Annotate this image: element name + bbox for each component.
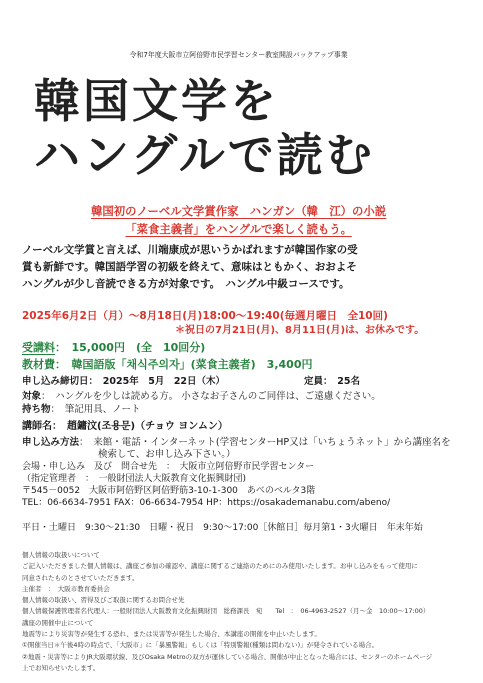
- title-line-1: 韓国文学を: [34, 74, 279, 128]
- textbook-label: 教材費: [22, 358, 55, 371]
- privacy-line-1: 個人情報の取扱いについて: [22, 551, 100, 559]
- target-label: 対象: [22, 391, 42, 402]
- privacy-line-11: 上でお知らせいたします。: [22, 663, 100, 672]
- privacy-line-7: 講座の開催中止について: [22, 618, 94, 627]
- hours-line: 平日・土曜日 9:30～21:30 日曜・祝日 9:30～17:00［休館日］毎月第1・3火曜日 年末年始: [22, 523, 423, 533]
- schedule-note: ＊祝日の7月21日(月)、8月11日(月)は、お休みです。: [175, 325, 425, 336]
- privacy-line-6: 個人情報保護管理者名代理人：一般財団法人大阪教育文化振興財団 総務課長 宛 Tel ： 06-4963-2527（月～金 10:00～17:00）: [22, 607, 430, 616]
- title-line-2: ハングルで読む: [34, 128, 375, 182]
- sponsor-line: 令和7年度大阪市立阿倍野市民学習センター教室開設バックアップ事業: [129, 51, 348, 59]
- schedule-main: 2025年6月2日（月）～8月18日(月)18:00～19:40(毎週月曜日 全10回): [22, 310, 388, 322]
- capacity: [304, 373, 360, 387]
- privacy-line-5: 個人情報の取扱い、習得及びご取扱に関するお問合せ先: [22, 596, 185, 605]
- privacy-line-9: ①開催当日＊午後4時の時点で、「大阪市」に「暴風警報」もしくは「特別警報(種類は問わない)」が発令されている場合。: [22, 641, 379, 650]
- teacher-value: ： 趙鏞汶(조용문)（チョウ ヨンムン）: [52, 421, 228, 432]
- target-line: [22, 388, 381, 402]
- textbook-line: [22, 356, 312, 372]
- items-line: [22, 401, 140, 415]
- intro-line-2: 賞も新鮮です。韓国語学習の初級を終えて、意味はともかく、おおよそ: [22, 261, 357, 273]
- venue-block: [22, 461, 390, 509]
- intro-line-3: ハングルが少し音読できる方が対象です。 ハングル中級コースです。: [22, 278, 350, 290]
- deadline-line: [22, 373, 452, 387]
- teacher-line: [22, 417, 228, 432]
- apply-line-1: [22, 434, 451, 448]
- privacy-line-2: ご記入いただきました個人情報は、講座ご参加の確認や、講座に関するご連絡のためにのみ使用いたします。お申し込みをもって使用に: [22, 562, 418, 571]
- privacy-block: [22, 550, 432, 674]
- apply-line-2: 検索して、お申し込み下さい。）: [98, 449, 236, 460]
- privacy-line-4: 主催者 ： 大阪市教育委員会: [22, 584, 110, 593]
- fee-value: ： 15,000円 (全 10回分): [55, 341, 206, 354]
- teacher-label: 講師名: [22, 421, 52, 432]
- privacy-line-3: 同意されたものとさせていただきます。: [22, 573, 139, 582]
- privacy-line-10: ②地震・災害等によりJR大阪環状線、及びOsaka Metroの双方が運休している場合、開催が中止となった場合には、センターのホームページ: [22, 652, 433, 661]
- venue-line-1: 会場・申し込み 及び 問合せ先 ： 大阪市立阿倍野市民学習センター: [22, 462, 315, 472]
- fee-label: 受講料: [22, 341, 55, 354]
- intro-line-1: ノーベル文学賞と言えば、川端康成が思いうかばれますが韓国作家の受: [22, 244, 358, 256]
- fee-line: [22, 339, 205, 355]
- lead-line-2: [0, 221, 477, 237]
- lead-line-1-text: 韓国初のノーベル文学賞作家 ハンガン（韓 江）の小説: [91, 204, 387, 218]
- textbook-value: ： 韓国語版「채식주의자」(菜食主義者) 3,400円: [55, 358, 313, 371]
- venue-address: 〒545－0052 大阪市阿倍野区阿倍野筋3-10-1-300 あべのベルタ3階: [22, 486, 316, 496]
- items-value: ： 筆記用具、ノート: [50, 404, 141, 415]
- apply-label: 申し込み方法: [22, 437, 80, 448]
- capacity-label: 定員: [304, 376, 324, 387]
- venue-contact[interactable]: TEL：06-6634-7951 FAX：06-6634-7954 HP：https://osakademanabu.com/abeno/: [22, 498, 391, 508]
- target-value: ： ハングルを少しは読める方。 小さなお子さんのご同伴は、ご遠慮ください。: [41, 391, 381, 402]
- items-label: 持ち物: [22, 404, 51, 415]
- deadline-label: 申し込み締切日: [22, 376, 89, 387]
- privacy-line-8: 地震等により災害等が発生する恐れ、または災害等が発生した場合、本講座の開催を中止いたします。: [22, 630, 321, 639]
- capacity-value: ： 25名: [323, 376, 360, 387]
- venue-line-2: （指定管理者 ： 一般財団法人大阪教育文化振興財団): [22, 474, 247, 484]
- lead-line-1: [0, 203, 477, 219]
- apply-value-1: ： 来館・電話・インターネット(学習センターHP又は「いちょうネット」から講座名を: [79, 437, 451, 448]
- lead-line-2-text: 「菜食主義者」をハングルで楽しく読もう。: [125, 222, 352, 236]
- deadline-value: ： 2025年 5月 22日（木）: [88, 376, 226, 387]
